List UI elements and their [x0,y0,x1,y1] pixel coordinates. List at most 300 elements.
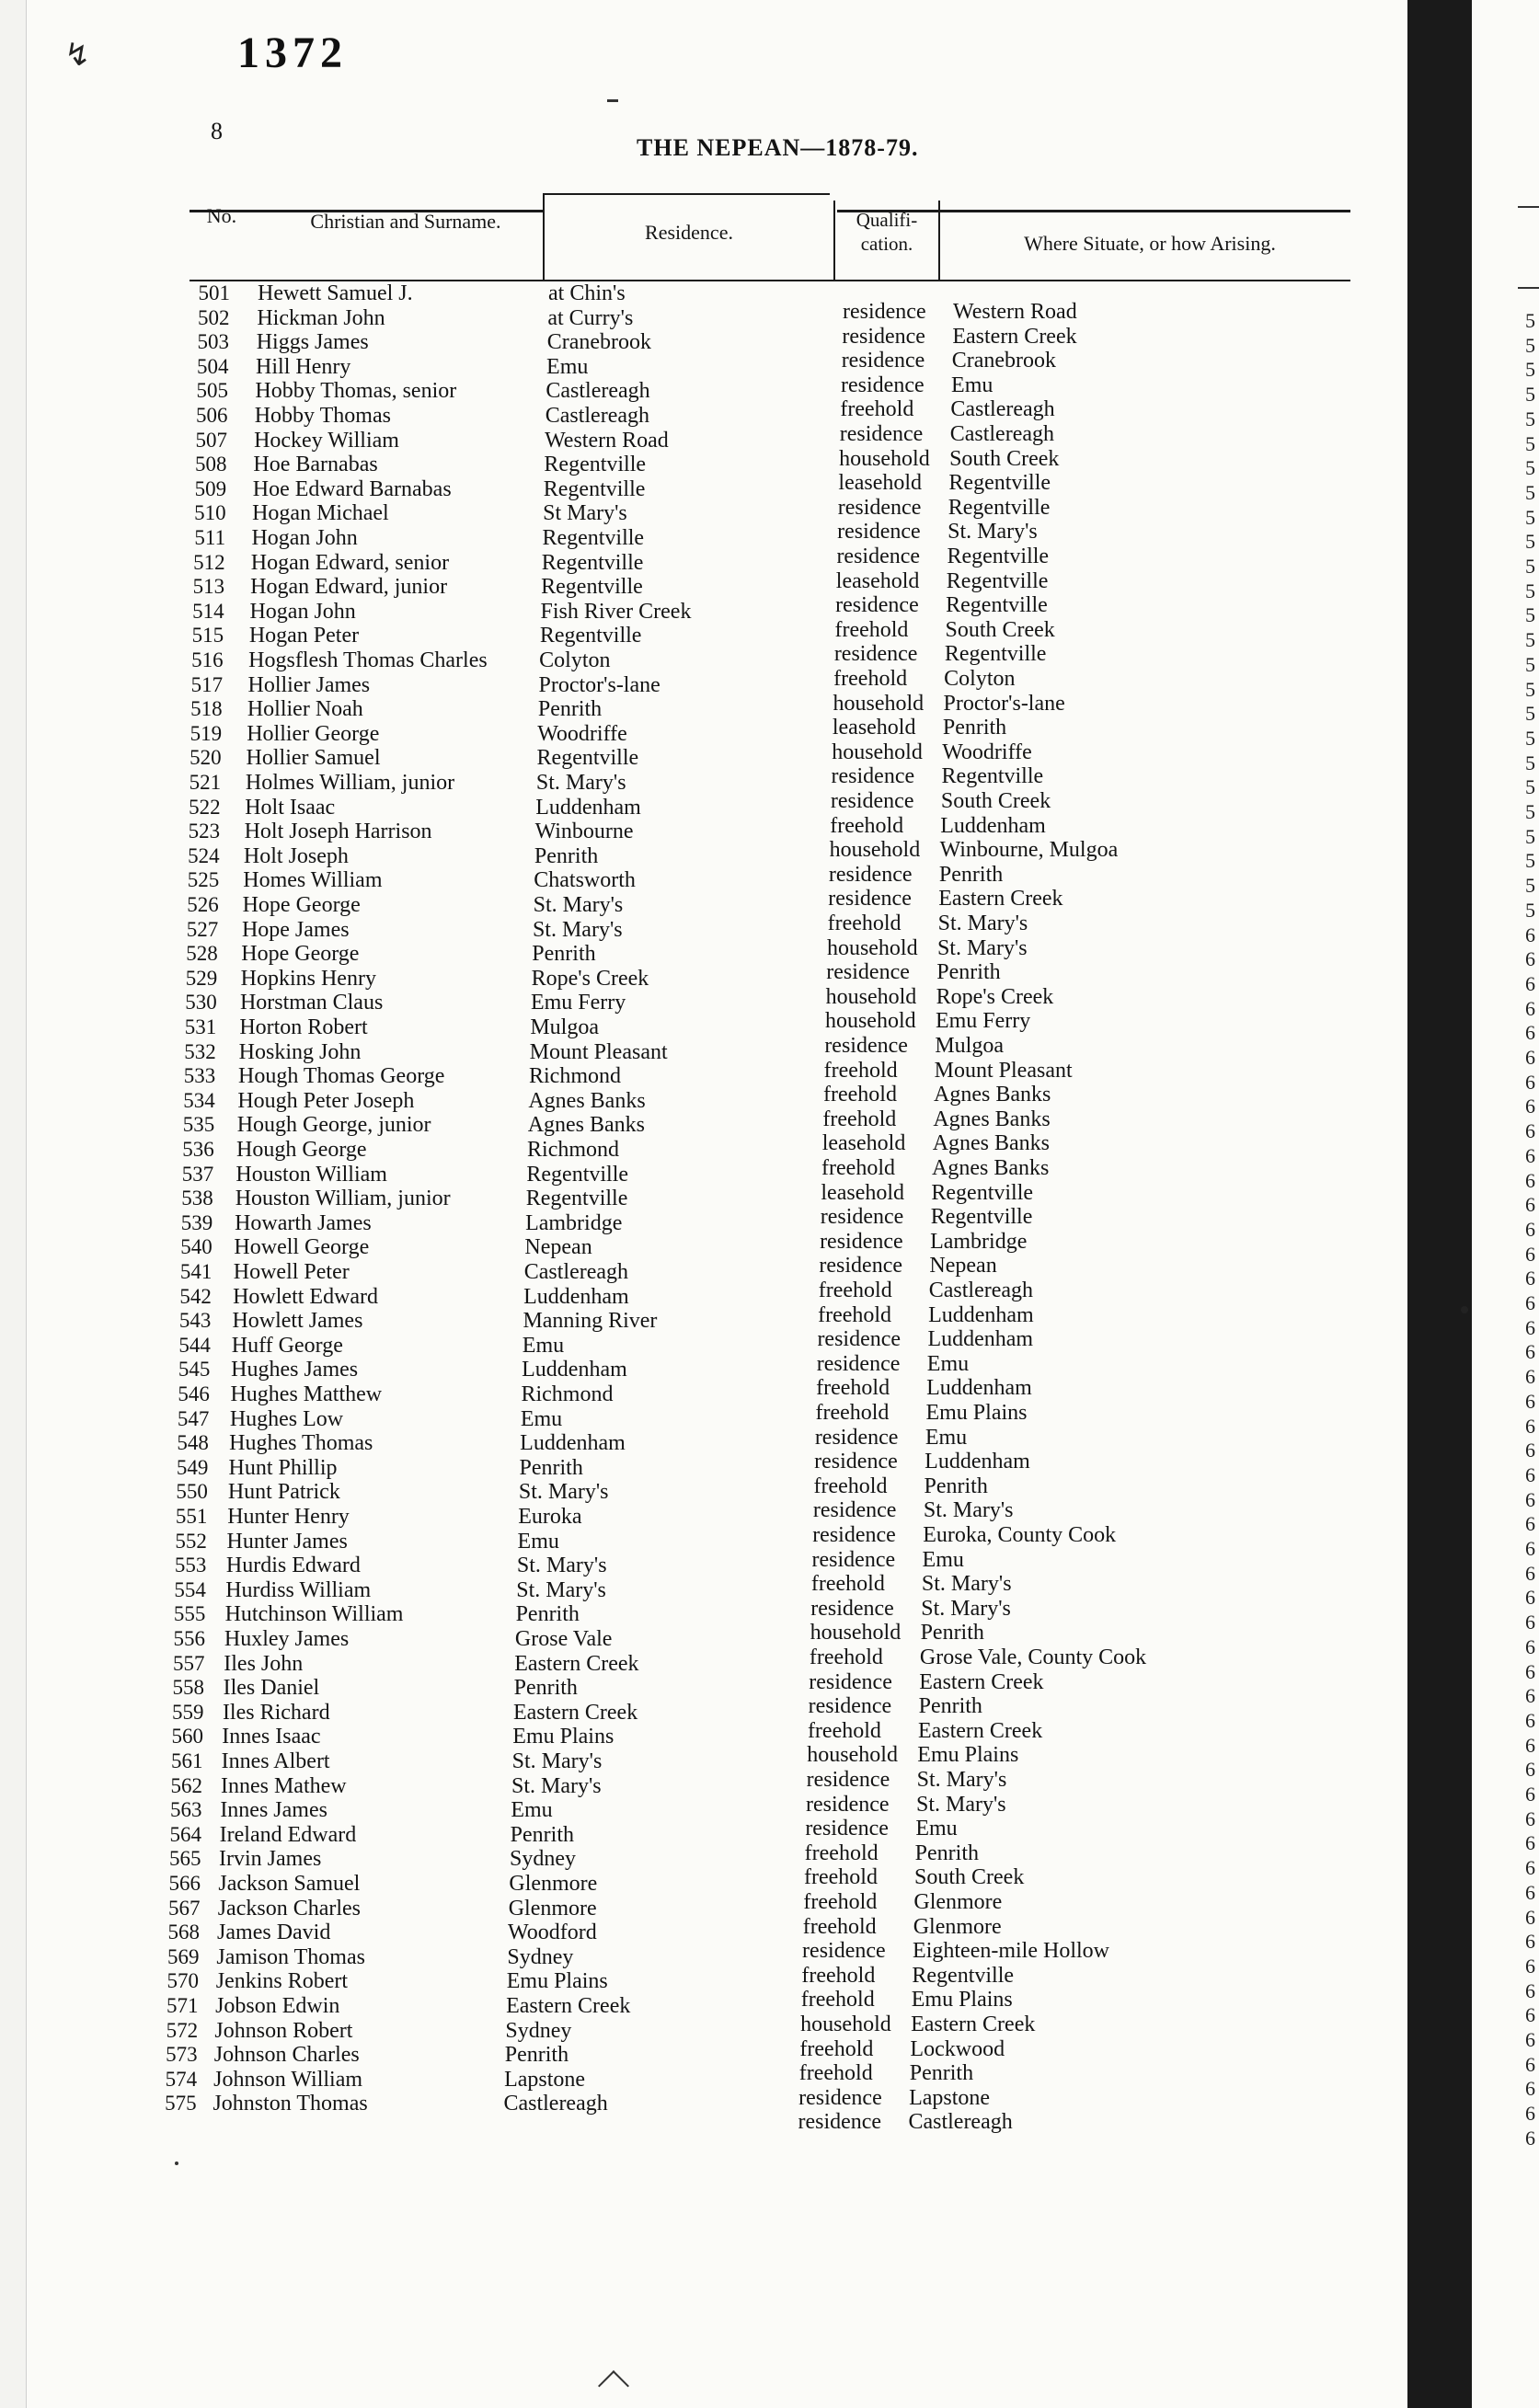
row-number: 564 [169,1822,201,1846]
row-qualification: household [833,691,925,716]
row-qualification: residence [802,1939,886,1964]
row-number: 558 [172,1676,204,1700]
row-name: Huff George [231,1333,343,1358]
row-qualification: freehold [803,1890,878,1914]
row-qualification: residence [805,1817,889,1841]
row-where: Emu Plains [911,1988,1013,2012]
facing-page-digit: 6 [1525,2030,1535,2050]
facing-page-digit: 5 [1525,851,1535,872]
facing-page-digit: 6 [1525,1342,1535,1363]
row-name: Hogan Peter [248,624,360,648]
row-residence: Regentville [526,1162,629,1187]
row-where: Penrith [909,2061,974,2086]
row-number: 534 [183,1088,215,1112]
row-name: Howell George [234,1235,370,1260]
facing-page-digit: 6 [1525,2127,1535,2149]
row-name: Jenkins Robert [215,1969,349,1994]
row-residence: Regentville [536,746,639,771]
header-name: Christian and Surname. [310,210,501,233]
row-residence: Eastern Creek [506,1994,631,2018]
row-residence: at Curry's [547,305,634,330]
row-where: Penrith [942,716,1007,740]
row-number: 536 [182,1138,214,1161]
facing-page-digit: 6 [1525,1636,1535,1657]
row-number: 566 [168,1872,201,1895]
row-name: Howlett Edward [233,1284,379,1309]
facing-page-digit: 6 [1525,924,1535,946]
row-number: 539 [180,1210,213,1234]
facing-page-digit: 6 [1525,1661,1535,1682]
row-name: Hunt Phillip [228,1455,338,1480]
row-number: 559 [171,1700,204,1724]
row-qualification: freehold [809,1645,883,1669]
row-residence: Castlereagh [523,1260,629,1284]
row-where: St. Mary's [923,1498,1014,1523]
row-qualification: freehold [823,1058,898,1083]
row-residence: Woodriffe [537,721,627,746]
row-where: Mount Pleasant [934,1058,1073,1083]
row-residence: Cranebrook [546,330,651,355]
row-residence: Agnes Banks [527,1113,646,1138]
header-divider-residence [833,201,835,281]
row-residence: Penrith [504,2043,569,2068]
row-where: Eighteen-mile Hollow [913,1939,1109,1964]
row-residence: Woodford [508,1921,597,1945]
row-where: Emu [915,1817,958,1841]
row-name: Hobby Thomas, senior [255,379,457,404]
row-residence: St. Mary's [535,771,626,795]
facing-page-rule-bottom [1518,287,1539,289]
row-name: Hogan Edward, senior [250,550,450,575]
row-qualification: residence [808,1694,892,1719]
row-qualification: household [832,740,923,764]
page-number: 8 [211,118,223,144]
facing-page-digit: 5 [1525,360,1535,381]
row-number: 574 [165,2067,198,2091]
row-where: Regentville [948,495,1051,520]
facing-page-digit: 6 [1525,1121,1535,1142]
header-dash [607,99,618,102]
row-name: Iles Daniel [223,1676,320,1701]
facing-page-digit: 6 [1525,1489,1535,1510]
row-number: 514 [192,599,224,623]
row-residence: Penrith [519,1455,583,1480]
row-where: Regentville [948,471,1051,496]
row-qualification: residence [798,2085,882,2110]
header-no: No. [206,204,237,227]
row-residence: Emu [511,1798,553,1823]
facing-page-digit: 5 [1525,802,1535,822]
row-qualification: residence [798,2110,882,2135]
row-qualification: freehold [827,912,902,935]
row-where: Colyton [944,667,1016,691]
facing-page-digit: 6 [1525,2079,1535,2100]
facing-page-digit: 5 [1525,704,1535,725]
row-number: 546 [178,1382,210,1405]
header-divider-qualification [938,201,940,281]
facing-page-digit: 6 [1525,1293,1535,1313]
row-number: 568 [167,1921,201,1944]
row-residence: Euroka [518,1505,582,1529]
facing-page-digit: 6 [1525,1980,1535,2001]
row-where: Emu [926,1351,970,1376]
facing-page-digit: 6 [1525,1539,1535,1559]
row-qualification: residence [833,642,918,667]
row-qualification: residence [811,1547,896,1572]
row-qualification: household [825,984,917,1009]
row-qualification: residence [820,1205,904,1230]
row-qualification: freehold [821,1156,895,1180]
row-name: Hughes James [231,1358,359,1382]
row-residence: Emu Plains [506,1969,608,1994]
sheet-number: 1372 [237,29,348,77]
row-name: Hogan Michael [252,501,389,526]
row-where: Agnes Banks [933,1107,1051,1131]
row-name: Jackson Charles [217,1896,361,1921]
row-residence: Fish River Creek [540,599,692,624]
row-residence: St. Mary's [518,1480,609,1505]
row-where: St. Mary's [937,912,1028,935]
row-name: Huxley James [224,1627,350,1651]
row-number: 575 [165,2092,197,2116]
header-where: Where Situate, or how Arising. [1024,232,1276,255]
row-where: Eastern Creek [919,1669,1044,1694]
row-qualification: residence [841,349,925,373]
row-name: Holt Joseph [243,843,349,868]
row-number: 565 [169,1847,201,1871]
row-qualification: freehold [813,1473,888,1498]
facing-page-digit: 6 [1525,1735,1535,1756]
facing-page-digit: 6 [1525,1023,1535,1044]
facing-page-digit: 6 [1525,1612,1535,1634]
row-number: 545 [178,1358,211,1382]
facing-page-digit: 5 [1525,900,1535,921]
row-residence: Penrith [537,697,603,722]
facing-page-digit: 6 [1525,1808,1535,1829]
row-name: Innes Mathew [220,1773,347,1798]
row-name: Innes Albert [221,1749,330,1773]
facing-page-digit: 6 [1525,1096,1535,1118]
row-number: 519 [190,721,223,745]
row-where: St. Mary's [948,520,1038,545]
row-number: 538 [181,1187,213,1210]
row-qualification: residence [816,1351,901,1376]
row-qualification: freehold [830,813,904,838]
row-where: Glenmore [913,1914,1002,1939]
row-where: Emu Plains [917,1743,1019,1768]
row-number: 548 [177,1431,209,1455]
facing-page-digit: 6 [1525,2054,1535,2075]
row-where: Eastern Creek [952,324,1077,349]
facing-page-digit: 5 [1525,433,1535,454]
row-qualification: residence [809,1669,892,1694]
row-number: 522 [189,795,221,819]
row-name: Johnston Thomas [212,2092,368,2116]
row-name: Howell Peter [233,1260,350,1284]
row-number: 532 [184,1039,216,1063]
row-name: Hough Thomas George [238,1064,445,1089]
row-qualification: household [829,838,921,863]
row-number: 507 [195,428,228,452]
row-name: Hosking John [238,1039,362,1064]
corner-mark-icon: ↯ [64,37,91,74]
row-where: South Creek [945,617,1055,642]
row-qualification: residence [824,1034,908,1058]
row-name: Hoe Barnabas [253,453,378,477]
row-where: Luddenham [925,1450,1030,1474]
row-name: Hurdiss William [225,1577,372,1602]
row-residence: Proctor's-lane [538,672,660,697]
facing-page-digit: 6 [1525,1244,1535,1265]
facing-page-digit: 5 [1525,654,1535,675]
row-name: Jobson Edwin [215,1994,340,2018]
row-qualification: freehold [823,1083,897,1107]
row-residence: Penrith [534,843,599,868]
row-name: Hollier James [247,672,371,697]
row-number: 541 [179,1260,212,1283]
row-where: Regentville [930,1205,1033,1230]
facing-page-digit: 6 [1525,1784,1535,1805]
row-number: 516 [191,648,224,671]
facing-page-digit: 6 [1525,2104,1535,2125]
row-residence: Glenmore [509,1872,598,1896]
row-number: 550 [176,1480,208,1504]
row-number: 560 [171,1725,203,1749]
facing-page-digit: 6 [1525,1317,1535,1338]
row-number: 512 [193,550,225,574]
row-residence: Luddenham [535,795,641,820]
row-residence: Luddenham [520,1431,626,1456]
row-qualification: freehold [801,1963,876,1988]
row-number: 518 [190,697,223,721]
header-rule-residence [545,193,830,195]
row-number: 540 [180,1235,212,1259]
row-qualification: freehold [810,1572,885,1597]
row-residence: Richmond [527,1138,620,1162]
row-name: Hollier George [247,721,380,746]
row-residence: Penrith [510,1822,574,1847]
row-where: Regentville [946,568,1049,593]
facing-page-digit: 6 [1525,1367,1535,1388]
row-where: Mulgoa [935,1034,1004,1058]
facing-page-digit: 6 [1525,1145,1535,1166]
row-number: 569 [167,1944,200,1968]
facing-page-digit: 5 [1525,458,1535,479]
row-qualification: freehold [802,1914,877,1939]
row-where: Luddenham [927,1327,1034,1352]
row-residence: Penrith [515,1602,580,1627]
row-number: 537 [181,1162,214,1186]
facing-page-digit: 5 [1525,384,1535,406]
row-where: Regentville [944,642,1047,667]
row-residence: Rope's Creek [531,966,649,991]
row-where: Western Road [953,300,1077,324]
row-residence: St. Mary's [516,1577,606,1602]
row-qualification: residence [843,300,926,324]
row-where: St. Mary's [916,1768,1007,1792]
row-name: Hunter Henry [227,1505,350,1529]
book-gutter [1407,0,1472,2408]
row-where: Emu [922,1547,964,1572]
row-residence: Castlereagh [503,2092,608,2116]
row-where: Penrith [914,1840,979,1865]
row-where: South Creek [949,446,1060,471]
row-where: St. Mary's [915,1792,1006,1817]
row-qualification: freehold [804,1840,879,1865]
header-qualification: Qualifi- cation. [856,209,918,255]
row-where: Luddenham [928,1302,1034,1327]
row-where: Regentville [947,545,1050,568]
facing-page-digit: 5 [1525,335,1535,356]
row-qualification: residence [826,960,910,985]
row-number: 513 [192,575,225,599]
row-qualification: freehold [800,1988,875,2012]
row-residence: Sydney [505,2018,572,2043]
row-where: Proctor's-lane [943,691,1065,716]
facing-page-digit: 6 [1525,1907,1535,1928]
row-name: Hogan Edward, junior [250,575,448,600]
row-number: 523 [188,820,221,843]
row-where: Luddenham [940,813,1046,838]
row-qualification: residence [828,862,913,887]
row-name: Hughes Thomas [229,1431,373,1456]
facing-page-digit: 5 [1525,311,1535,331]
row-name: Ireland Edward [219,1822,357,1847]
row-qualification: household [807,1743,898,1768]
row-residence: Sydney [510,1847,577,1872]
row-number: 525 [187,868,220,892]
row-number: 503 [197,330,230,354]
row-number: 563 [169,1798,202,1822]
row-number: 520 [190,746,222,770]
row-name: Holt Joseph Harrison [244,820,432,844]
row-name: Innes James [220,1798,327,1823]
row-residence: Western Road [545,428,669,453]
row-where: Euroka, County Cook [923,1523,1117,1547]
row-name: Howlett James [232,1309,363,1334]
facing-page-digit: 6 [1525,1464,1535,1485]
row-residence: Penrith [513,1676,578,1701]
facing-page-digit: 6 [1525,1170,1535,1191]
facing-page-digit: 6 [1525,1195,1535,1216]
row-residence: Emu [517,1529,559,1554]
row-name: Irvin James [219,1847,322,1872]
row-number: 515 [191,624,224,648]
row-number: 527 [186,917,219,941]
row-where: Castlereagh [908,2110,1013,2135]
row-number: 572 [166,2018,199,2042]
row-name: Hope George [242,893,361,917]
row-number: 533 [183,1064,216,1088]
row-residence: Regentville [542,526,645,550]
row-residence: Eastern Creek [512,1700,638,1725]
facing-page-digit: 5 [1525,630,1535,651]
row-number: 535 [182,1113,215,1137]
row-where: Castlereagh [950,397,1055,422]
row-number: 571 [167,1994,199,2017]
row-number: 526 [187,893,219,916]
row-residence: Winbourne [534,820,634,844]
row-number: 552 [175,1529,207,1553]
row-number: 543 [178,1309,212,1333]
row-where: Emu [951,373,993,397]
row-name: Hopkins Henry [240,966,376,991]
facing-page-digit: 6 [1525,998,1535,1019]
row-qualification: residence [839,422,924,446]
row-where: Woodriffe [942,740,1032,764]
facing-page-digit: 5 [1525,532,1535,553]
row-qualification: residence [837,495,922,520]
row-number: 555 [173,1602,206,1626]
row-qualification: freehold [815,1401,890,1425]
row-qualification: freehold [816,1376,890,1401]
row-where: Agnes Banks [932,1156,1050,1180]
row-name: Hughes Matthew [230,1382,383,1406]
facing-page-digit: 5 [1525,679,1535,700]
row-where: Penrith [924,1473,988,1498]
row-number: 510 [194,501,226,525]
facing-page-digit: 6 [1525,1710,1535,1731]
facing-page-digit: 6 [1525,1686,1535,1707]
row-number: 573 [166,2043,198,2067]
row-qualification: residence [820,1229,903,1254]
row-qualification: residence [835,593,919,618]
row-name: James David [217,1921,331,1945]
row-residence: Mount Pleasant [529,1039,668,1064]
row-qualification: leasehold [838,471,923,496]
row-qualification: household [800,2012,891,2036]
row-name: Iles John [224,1651,304,1676]
row-where: Penrith [938,862,1004,887]
row-where: Emu [925,1425,968,1450]
row-number: 502 [198,305,230,329]
row-qualification: residence [812,1498,897,1523]
facing-page-digit: 6 [1525,1955,1535,1977]
row-where: Agnes Banks [934,1083,1051,1107]
row-number: 553 [174,1554,207,1577]
facing-page-digit: 6 [1525,1588,1535,1609]
row-name: Hutchinson William [224,1602,404,1627]
row-qualification: freehold [818,1279,892,1302]
row-name: Horstman Claus [239,991,384,1015]
row-residence: Regentville [541,550,644,575]
row-name: Hewett Samuel J. [258,281,413,305]
row-number: 508 [195,453,227,476]
row-number: 511 [194,526,226,549]
row-name: Holt Isaac [245,795,336,820]
facing-page-digit: 6 [1525,1563,1535,1584]
facing-page-rule-top [1518,206,1539,208]
facing-page-digit: 5 [1525,580,1535,602]
row-number: 517 [190,672,224,696]
facing-page-digit: 6 [1525,1932,1535,1953]
row-qualification: freehold [840,397,914,422]
row-residence: Luddenham [522,1358,627,1382]
row-qualification: freehold [798,2061,873,2086]
row-residence: Eastern Creek [514,1651,639,1676]
facing-page-digit: 6 [1525,1514,1535,1535]
row-where: Lockwood [910,2036,1005,2061]
row-name: Horton Robert [239,1015,368,1039]
row-residence: Castlereagh [546,379,650,404]
row-name: Hogan John [249,599,356,624]
row-name: Jamison Thomas [216,1944,365,1969]
row-qualification: residence [810,1596,894,1621]
header-divider-name [543,193,545,281]
row-number: 557 [172,1651,205,1675]
row-name: Hill Henry [256,354,351,379]
row-name: Johnson Charles [213,2043,360,2068]
